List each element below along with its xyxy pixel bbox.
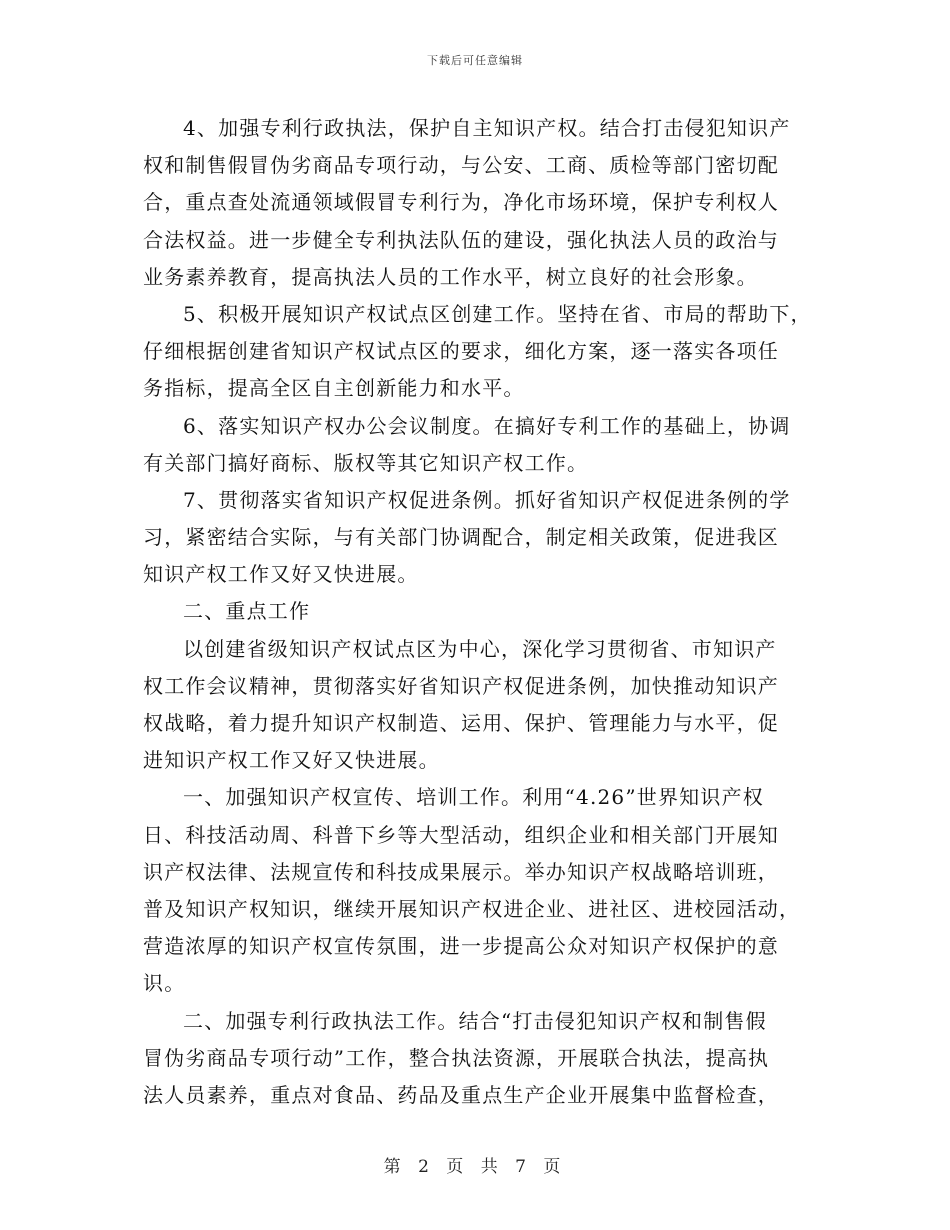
body-text-line: 冒伪劣商品专项行动”工作，整合执法资源，开展联合执法，提高执: [143, 1045, 770, 1070]
body-text-line: 日、科技活动周、科普下乡等大型活动，组织企业和相关部门开展知: [143, 822, 779, 847]
body-text-line: 二、重点工作: [183, 599, 311, 624]
body-text-line: 4、加强专利行政执法，保护自主知识产权。结合打击侵犯知识产: [183, 116, 791, 140]
body-text-line: 7、贯彻落实省知识产权促进条例。抓好省知识产权促进条例的学: [183, 487, 791, 512]
body-text-line: 知识产权工作又好又快进展。: [143, 562, 419, 587]
body-text-line: 权和制售假冒伪劣商品专项行动，与公安、工商、质检等部门密切配: [143, 153, 779, 178]
body-text-line: 普及知识产权知识，继续开展知识产权进企业、进社区、进校园活动，: [143, 896, 801, 921]
body-text-line: 权工作会议精神，贯彻落实好省知识产权促进条例，加快推动知识产: [143, 673, 779, 698]
body-text-line: 6、落实知识产权办公会议制度。在搞好专利工作的基础上，协调: [183, 413, 791, 438]
body-text-line: 营造浓厚的知识产权宣传氛围，进一步提高公众对知识产权保护的意: [143, 934, 779, 959]
body-text-line: 合法权益。进一步健全专利执法队伍的建设，强化执法人员的政治与: [143, 227, 779, 252]
body-text-line: 法人员素养，重点对食品、药品及重点生产企业开展集中监督检查，: [143, 1082, 779, 1107]
body-text-line: 权战略，着力提升知识产权制造、运用、保护、管理能力与水平，促: [143, 711, 779, 735]
body-text-line: 以创建省级知识产权试点区为中心，深化学习贯彻省、市知识产: [183, 636, 777, 661]
body-text-line: 务指标，提高全区自主创新能力和水平。: [143, 376, 525, 401]
body-text-line: 一、加强知识产权宣传、培训工作。利用“4.26”世界知识产权: [183, 785, 764, 810]
body-text-line: 合，重点查处流通领域假冒专利行为，净化市场环境，保护专利权人: [143, 190, 779, 215]
document-body: [143, 110, 833, 1114]
body-text-line: 进知识产权工作又好又快进展。: [143, 748, 440, 773]
body-text-line: 习，紧密结合实际，与有关部门协调配合，制定相关政策，促进我区: [143, 525, 779, 550]
page-header-note: 下载后可任意编辑: [427, 54, 523, 67]
body-text-line: 二、加强专利行政执法工作。结合“打击侵犯知识产权和制售假: [183, 1008, 767, 1033]
body-text-line: 有关部门搞好商标、版权等其它知识产权工作。: [143, 450, 589, 475]
body-text-line: 识。: [143, 971, 186, 996]
body-text-line: 业务素养教育，提高执法人员的工作水平，树立良好的社会形象。: [143, 264, 758, 289]
page-number-footer: 第 2 页 共 7 页: [383, 1157, 567, 1177]
body-text-line: 5、积极开展知识产权试点区创建工作。坚持在省、市局的帮助下，: [183, 301, 812, 326]
body-text-line: 仔细根据创建省知识产权试点区的要求，细化方案，逐一落实各项任: [143, 339, 779, 364]
body-text-line: 识产权法律、法规宣传和科技成果展示。举办知识产权战略培训班，: [143, 859, 779, 884]
